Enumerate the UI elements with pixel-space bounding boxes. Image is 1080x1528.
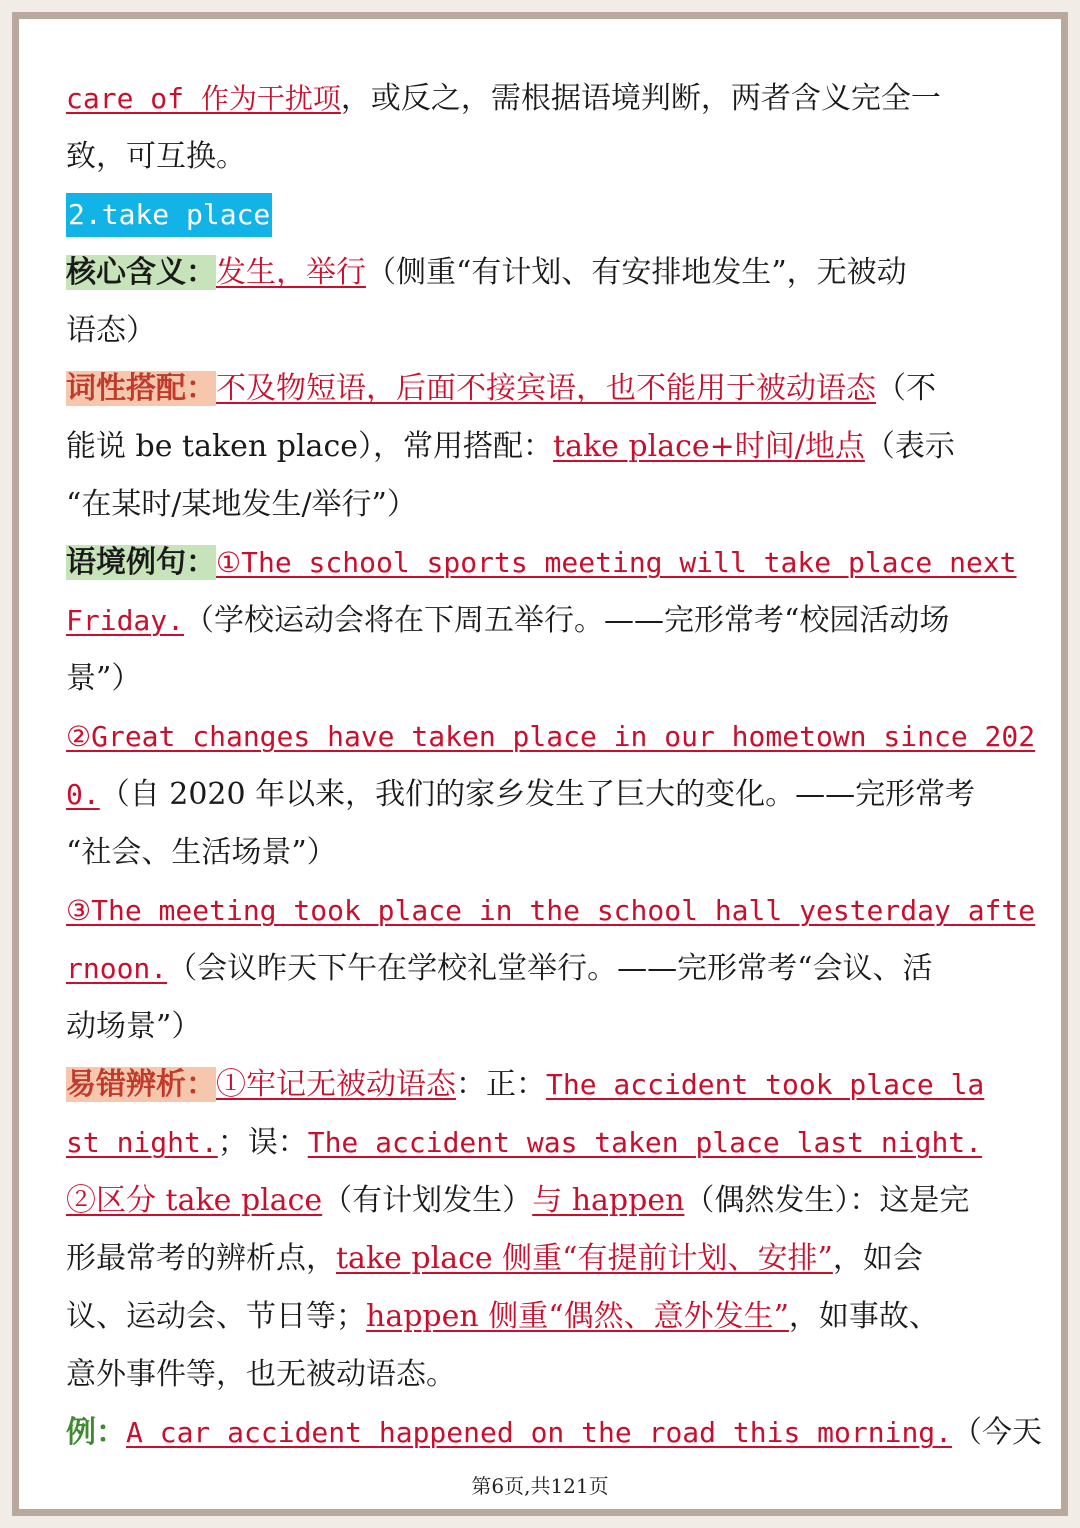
body-text: ；误： (217, 1125, 308, 1160)
body-text: （表示 (864, 429, 955, 464)
document-page (66, 70, 1043, 1462)
body-text: （偶然发生）：这是完 (684, 1183, 970, 1218)
text-line (66, 1056, 1014, 1114)
example-sentences-label: 语境例句： (66, 545, 216, 580)
body-text: “在某时/某地发生/举行”） (66, 487, 417, 522)
highlighted-text: ①The school sports meeting will take place next (216, 546, 1017, 579)
highlighted-text: st night. (66, 1126, 218, 1159)
highlighted-text: ②Great changes have taken place in our hometown since 202 (66, 720, 1036, 753)
core-meaning-label: 核心含义： (66, 255, 216, 290)
text-line (66, 650, 1014, 708)
text-line (66, 1114, 1014, 1172)
body-text: ，如事故、 (788, 1299, 939, 1334)
body-text: （有计划发生） (322, 1183, 533, 1218)
highlighted-text: 0. (66, 778, 100, 811)
highlighted-text: happen 侧重“偶然、意外发生” (366, 1299, 789, 1334)
text-line (66, 70, 1014, 128)
text-line (66, 766, 1014, 824)
body-text: （侧重“有计划、有安排地发生”，无被动 (366, 255, 907, 290)
highlighted-text: ①牢记无被动语态 (216, 1067, 456, 1102)
section-heading-label: 2.take place (66, 193, 272, 237)
highlighted-text: 不及物短语，后面不接宾语，也不能用于被动语态 (216, 371, 876, 406)
body-text: 形最常考的辨析点， (66, 1241, 336, 1276)
highlighted-text: take place+时间/地点 (553, 429, 865, 464)
text-line (66, 1404, 1043, 1462)
example-label: 例： (66, 1415, 126, 1450)
text-line (66, 418, 1014, 476)
collocation-label: 词性搭配： (66, 371, 216, 406)
highlighted-text: ③The meeting took place in the school hall yesterday afte (66, 894, 1036, 927)
text-line (66, 1230, 1014, 1288)
body-text: 动场景”） (66, 1009, 202, 1044)
body-text: 能说 be taken place），常用搭配： (66, 429, 554, 464)
body-text: （不 (876, 371, 936, 406)
highlighted-text: rnoon. (66, 952, 168, 985)
highlighted-text: A car accident happened on the road this morning. (126, 1416, 953, 1449)
body-text: 意外事件等，也无被动语态。 (66, 1357, 456, 1392)
text-line (66, 1288, 1014, 1346)
highlighted-text: take place 侧重“有提前计划、安排” (336, 1241, 833, 1276)
body-text: （自 2020 年以来，我们的家乡发生了巨大的变化。——完形常考 (99, 777, 976, 812)
body-text: 致，可互换。 (66, 139, 246, 174)
body-text: （今天 (952, 1415, 1043, 1450)
error-analysis-label: 易错辨析： (66, 1067, 216, 1102)
highlighted-text: The accident took place la (546, 1068, 985, 1101)
text-line (66, 940, 1014, 998)
text-line (66, 302, 1014, 360)
text-line (66, 128, 1014, 186)
body-text: 议、运动会、节日等； (66, 1299, 366, 1334)
text-line (66, 592, 1014, 650)
text-line (66, 534, 1017, 592)
body-text: ：正： (456, 1067, 546, 1102)
body-text: （学校运动会将在下周五举行。——完形常考“校园活动场 (184, 603, 950, 638)
body-text: 语态） (66, 313, 156, 348)
text-line (66, 998, 1014, 1056)
highlighted-text: The accident was taken place last night. (307, 1126, 983, 1159)
body-text: （会议昨天下午在学校礼堂举行。——完形常考“会议、活 (167, 951, 933, 986)
text-line (66, 244, 1014, 302)
text-line (66, 476, 1014, 534)
highlighted-text: ②区分 take place (66, 1183, 323, 1218)
highlighted-text: care of 作为干扰项 (66, 82, 341, 115)
body-text: ，如会 (832, 1241, 923, 1276)
page-number: 第6页,共121页 (471, 1474, 609, 1498)
body-text: 景”） (66, 661, 142, 696)
text-line (66, 1172, 1014, 1230)
body-text: “社会、生活场景”） (66, 835, 337, 870)
highlighted-text: 与 happen (532, 1183, 685, 1218)
text-line (66, 882, 1036, 940)
text-line (66, 824, 1014, 882)
text-line (66, 360, 1014, 418)
highlighted-text: Friday. (66, 604, 185, 637)
body-text: ，或反之，需根据语境判断，两者含义完全一 (340, 81, 941, 116)
text-line (66, 1346, 1014, 1404)
highlighted-text: 发生，举行 (216, 255, 366, 290)
section-heading (66, 186, 1014, 244)
text-line (66, 708, 1036, 766)
